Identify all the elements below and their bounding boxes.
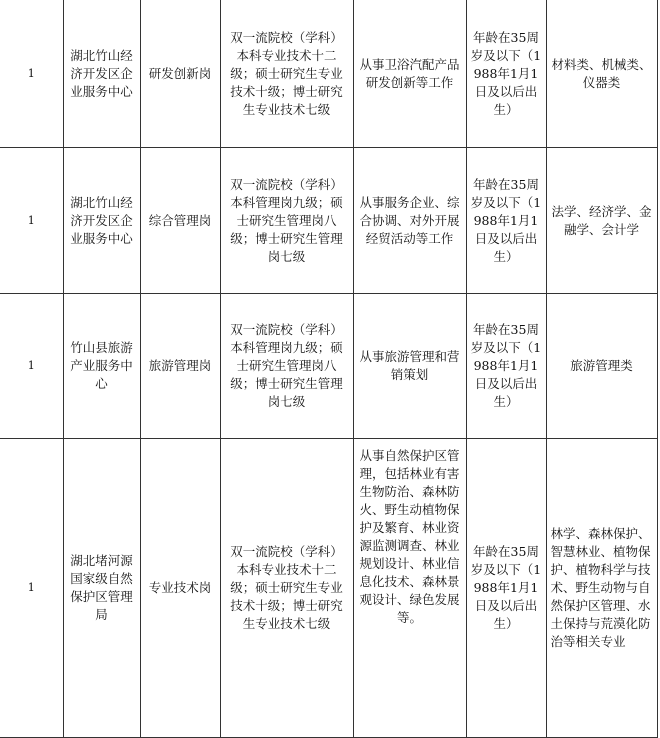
position-cell: 旅游管理岗 [140, 294, 220, 439]
duty-cell: 从事旅游管理和营销策划 [353, 294, 466, 439]
major-cell: 材料类、机械类、仪器类 [546, 0, 657, 148]
table-row [0, 439, 657, 738]
age-cell: 年龄在35周岁及以下（1988年1月1日及以后出生） [466, 148, 546, 294]
major-cell: 林学、森林保护、智慧林业、植物保护、植物科学与技术、野生动物与自然保护区管理、水土保持与荒漠化防治等相关专业 [546, 439, 657, 738]
table-row [0, 294, 657, 439]
table-row [0, 148, 657, 294]
major-cell: 旅游管理类 [546, 294, 657, 439]
age-cell: 年龄在35周岁及以下（1988年1月1日及以后出生） [466, 0, 546, 148]
position-cell: 专业技术岗 [140, 439, 220, 738]
unit-cell: 湖北竹山经济开发区企业服务中心 [63, 148, 140, 294]
grade-cell: 双一流院校（学科）本科管理岗九级；硕士研究生管理岗八级；博士研究生管理岗七级 [220, 294, 353, 439]
unit-cell: 竹山县旅游产业服务中心 [63, 294, 140, 439]
grade-cell: 双一流院校（学科）本科管理岗九级；硕士研究生管理岗八级；博士研究生管理岗七级 [220, 148, 353, 294]
age-cell: 年龄在35周岁及以下（1988年1月1日及以后出生） [466, 439, 546, 738]
grade-cell: 双一流院校（学科）本科专业技术十二级；硕士研究生专业技术十级；博士研究生专业技术七级 [220, 439, 353, 738]
table-row [0, 0, 657, 148]
count-cell: 1 [0, 294, 63, 439]
duty-cell: 从事自然保护区管理，包括林业有害生物防治、森林防火、野生动植物保护及繁育、林业资源监测调查、林业规划设计、林业信息化技术、森林景观设计、绿色发展等。 [353, 439, 466, 738]
duty-cell: 从事卫浴汽配产品研发创新等工作 [353, 0, 466, 148]
age-cell: 年龄在35周岁及以下（1988年1月1日及以后出生） [466, 294, 546, 439]
duty-cell: 从事服务企业、综合协调、对外开展经贸活动等工作 [353, 148, 466, 294]
unit-cell: 湖北竹山经济开发区企业服务中心 [63, 0, 140, 148]
count-cell: 1 [0, 0, 63, 148]
unit-cell: 湖北堵河源国家级自然保护区管理局 [63, 439, 140, 738]
grade-cell: 双一流院校（学科）本科专业技术十二级；硕士研究生专业技术十级；博士研究生专业技术七级 [220, 0, 353, 148]
position-cell: 综合管理岗 [140, 148, 220, 294]
major-cell: 法学、经济学、金融学、会计学 [546, 148, 657, 294]
position-cell: 研发创新岗 [140, 0, 220, 148]
count-cell: 1 [0, 439, 63, 738]
count-cell: 1 [0, 148, 63, 294]
